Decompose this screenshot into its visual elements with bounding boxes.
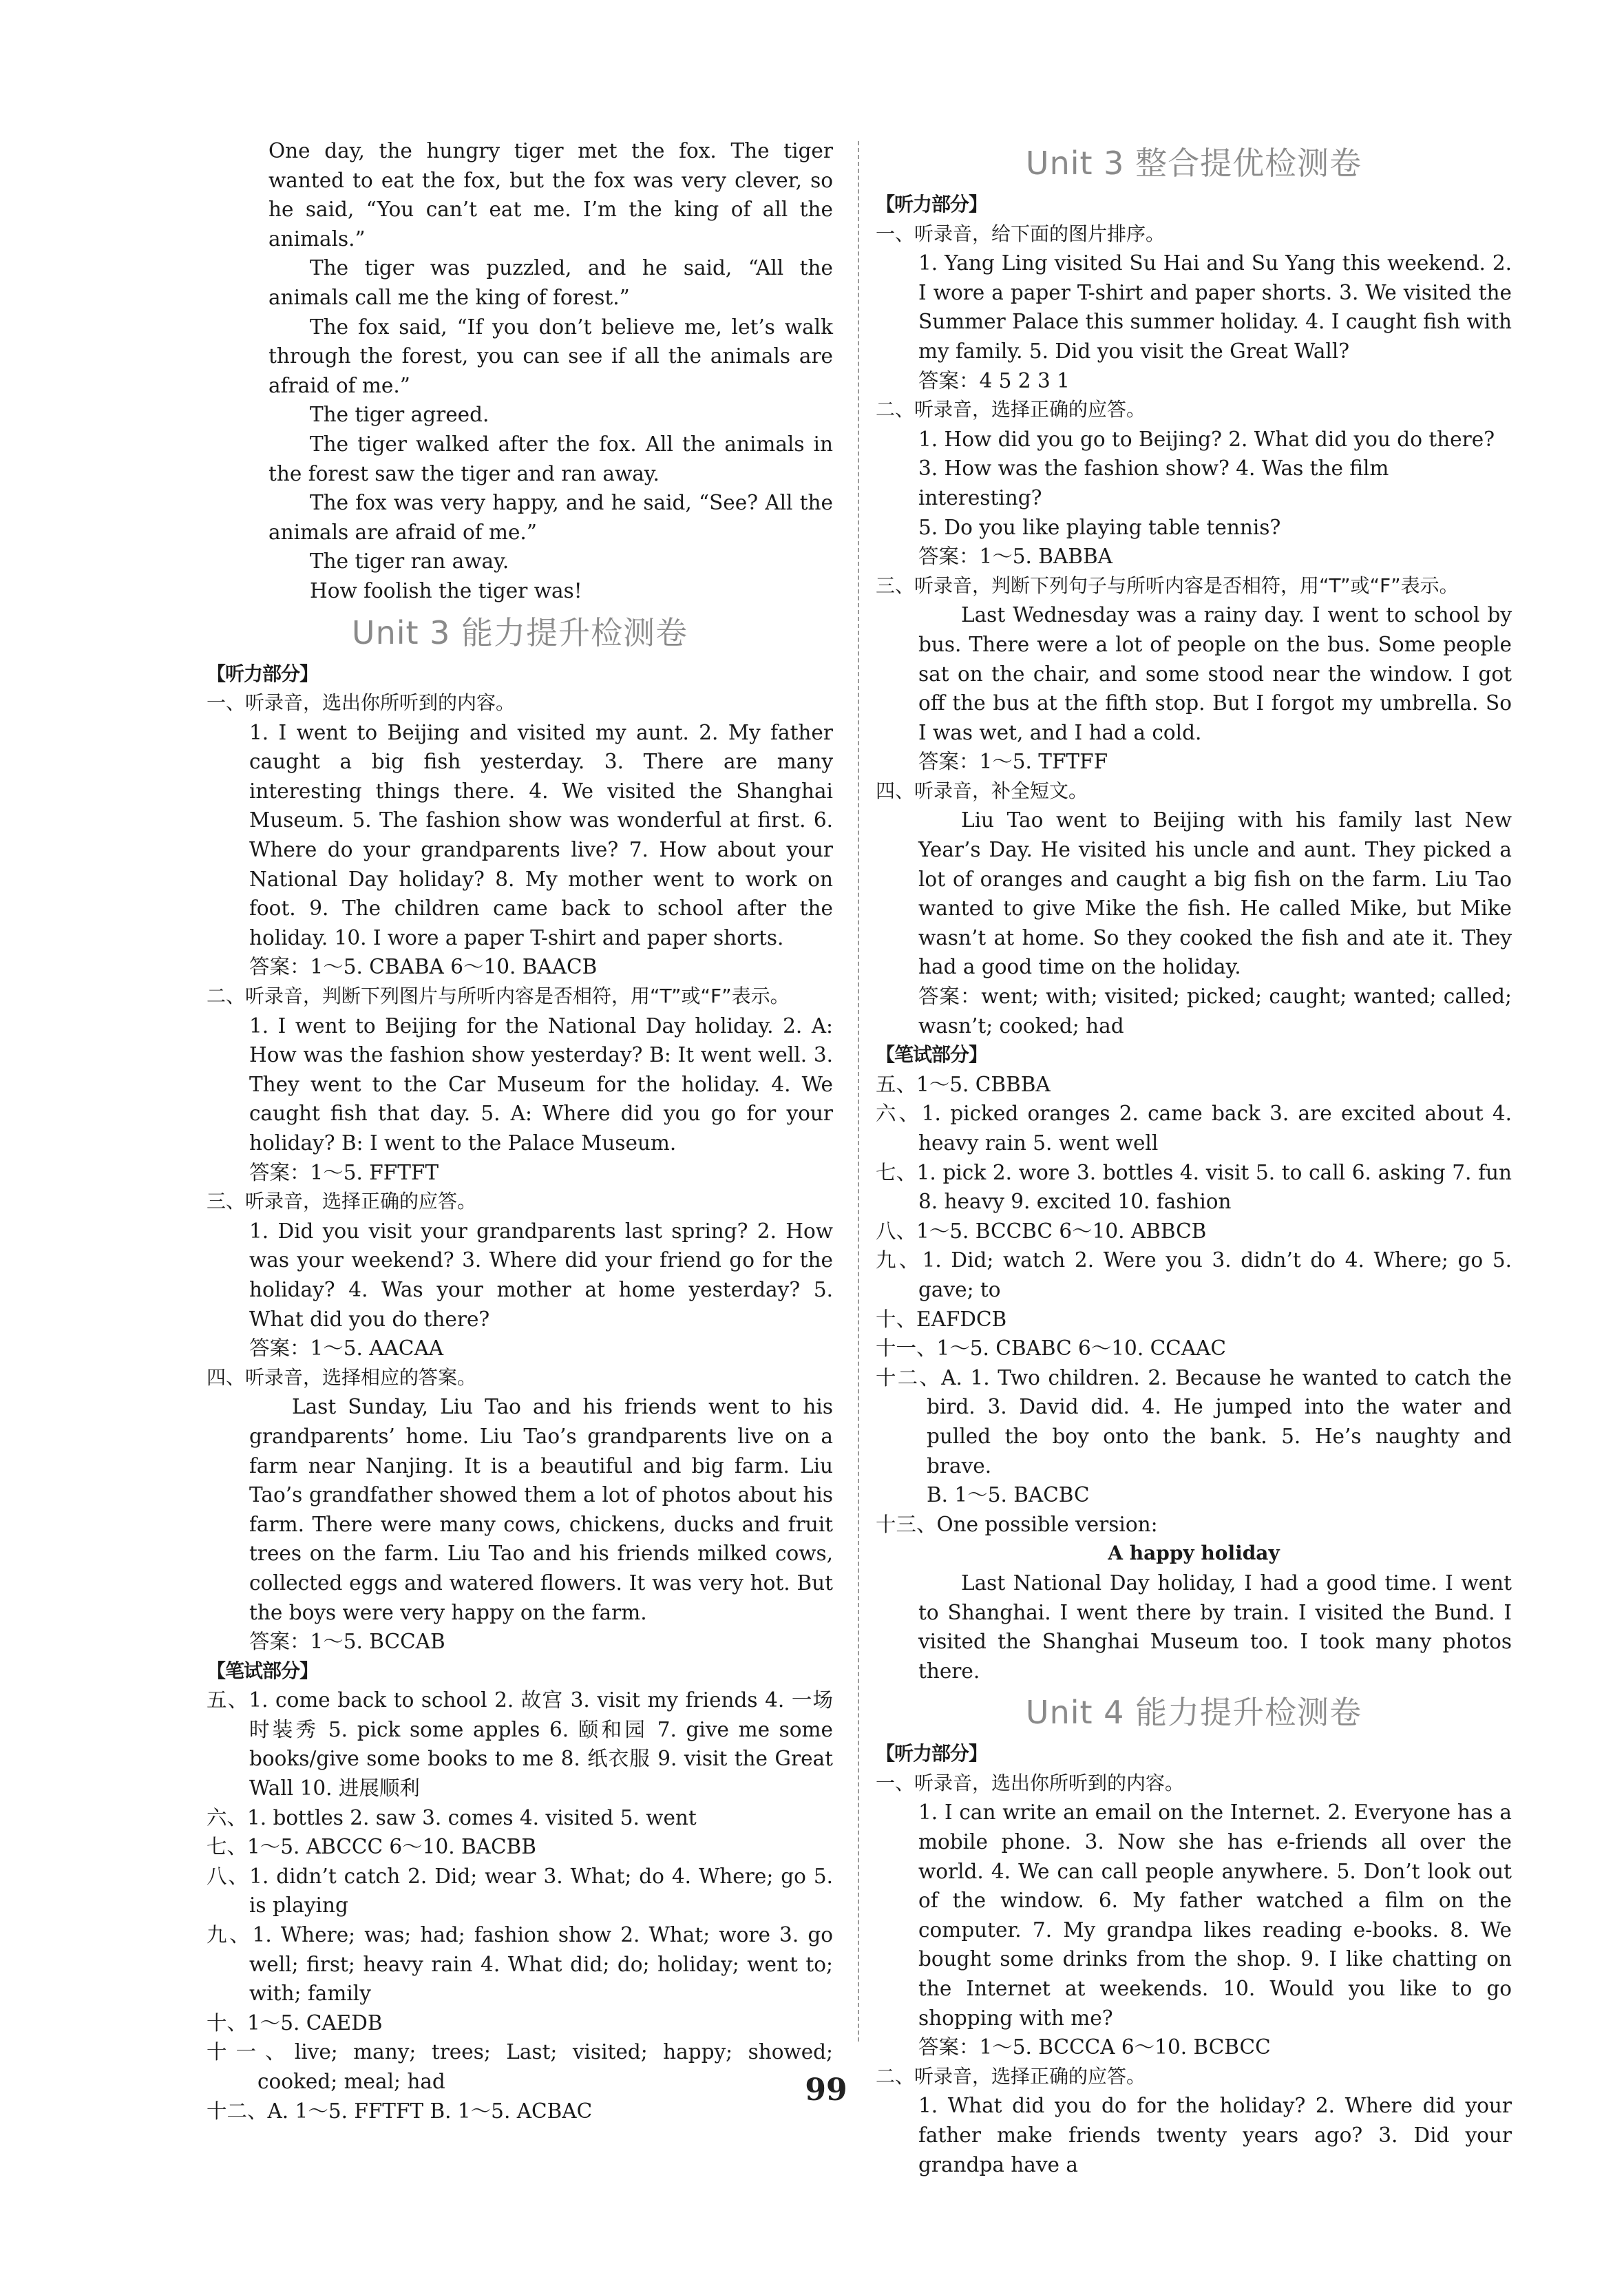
answer-line: B. 1～5. BACBC <box>927 1483 1090 1507</box>
transcript: Last Sunday, Liu Tao and his friends went to his grandparents’ home. Liu Tao’s grandparents live on a farm near Nanjing. It is a beautiful and big farm. Liu Tao’s grandfather showed them a lot of photos about his farm. There were many cows, chickens, ducks and fruit trees on the farm. Liu Tao and his friends milked cows, collected eggs and watered flowers. It was very hot. But the boys were very happy on the farm. <box>249 1395 833 1624</box>
transcript: 1. I can write an email on the Internet. 2. Everyone has a mobile phone. 3. Now she has e-friends all over the world. 4. We can call people anywhere. 5. Don’t look out of the window. 6. My father watched a film on the computer. 7. My grandpa likes reading e-books. 8. We bought some drinks from the shop. 9. I like chatting on the Internet at weekends. 10. Would you like to go shopping with me? <box>918 1801 1512 2030</box>
question-title: 一、听录音，给下面的图片排序。 <box>876 222 1166 245</box>
answer: 答案：went; with; visited; picked; caught; wanted; called; wasn’t; cooked; had <box>918 985 1512 1038</box>
transcript-line: 1. How did you go to Beijing? 2. What did you do there? <box>918 427 1495 451</box>
answer-line: 六、1. picked oranges 2. came back 3. are excited about 4. heavy rain 5. went well <box>876 1102 1512 1155</box>
answer: 答案：1～5. FFTFT <box>249 1160 439 1184</box>
question-title: 二、听录音，选择正确的应答。 <box>876 2064 1146 2088</box>
answer-line: 十、1～5. CAEDB <box>207 2011 383 2035</box>
answer-line: 十一、live; many; trees; Last; visited; happy; showed; cooked; meal; had <box>207 2040 833 2093</box>
story-paragraph: The tiger agreed. <box>310 403 489 427</box>
story-paragraph: How foolish the tiger was! <box>310 578 582 602</box>
story-block <box>207 136 833 606</box>
unit-title: Unit 3 能力提升检测卷 <box>351 613 688 651</box>
question-title: 二、听录音，判断下列图片与所听内容是否相符，用“T”或“F”表示。 <box>207 985 790 1008</box>
question-title: 一、听录音，选出你所听到的内容。 <box>876 1771 1185 1794</box>
question-title: 三、听录音，选择正确的应答。 <box>207 1190 477 1213</box>
answer: 答案：1～5. TFTFF <box>918 750 1108 774</box>
page-number: 99 <box>805 2073 847 2108</box>
question-title: 三、听录音，判断下列句子与所听内容是否相符，用“T”或“F”表示。 <box>876 574 1459 597</box>
answer-line: 七、1. pick 2. wore 3. bottles 4. visit 5. to call 6. asking 7. fun 8. heavy 9. excited 10. fashion <box>876 1160 1512 1214</box>
story-paragraph: One day, the hungry tiger met the fox. The tiger wanted to eat the fox, but the fox was very clever, so he said, “You can’t eat me. I’m the king of all the animals.” <box>268 139 833 251</box>
column-divider <box>858 141 859 2042</box>
answer-line: 九、1. Did; watch 2. Were you 3. didn’t do 4. Where; go 5. gave; to <box>876 1248 1512 1301</box>
answer-line: 八、1～5. BCCBC 6～10. ABBCB <box>876 1219 1207 1243</box>
question-title: 四、听录音，补全短文。 <box>876 779 1088 802</box>
story-paragraph: The tiger walked after the fox. All the animals in the forest saw the tiger and ran away. <box>268 432 833 485</box>
answer-line: 十三、One possible version: <box>876 1512 1158 1536</box>
left-column <box>207 136 833 2126</box>
answer-line: 五、1. come back to school 2. 故宫 3. visit my friends 4. 一场时装秀 5. pick some apples 6. 颐和园 7. give me some books/give some books to me 8. 纸衣服 9. visit the Great Wall 10. 进展顺利 <box>207 1688 833 1801</box>
section-label: 【听力部分】 <box>207 662 319 685</box>
answer: 答案：1～5. AACAA <box>249 1336 444 1361</box>
transcript: 1. I went to Beijing and visited my aunt. 2. My father caught a big fish yesterday. 3. There are many interesting things there. 4. We visited the Shanghai Museum. 5. The fashion show was wonderful at first. 6. Where do your grandparents live? 7. How about your National Day holiday? 8. My mother went to work on foot. 9. The children came back to school after the holiday. 10. I wore a paper T-shirt and paper shorts. <box>249 720 833 949</box>
answer: 答案：1～5. BCCCA 6～10. BCBCC <box>918 2035 1271 2059</box>
unit-title: Unit 3 整合提优检测卷 <box>1025 145 1362 182</box>
answer: 答案：4 5 2 3 1 <box>918 368 1070 392</box>
transcript-line: 5. Do you like playing table tennis? <box>918 515 1281 539</box>
answer-line: 十二、A. 1. Two children. 2. Because he wanted to catch the bird. 3. David did. 4. He jumped into the water and pulled the boy onto the bank. 5. He’s naughty and brave. <box>876 1365 1512 1478</box>
story-paragraph: The fox said, “If you don’t believe me, let’s walk through the forest, you can see if all the animals are afraid of me.” <box>268 315 833 397</box>
answer-line: 十二、A. 1～5. FFTFT B. 1～5. ACBAC <box>207 2099 593 2123</box>
transcript: 1. I went to Beijing for the National Day holiday. 2. A: How was the fashion show yesterday? B: It went well. 3. They went to the Car Museum for the holiday. 4. We caught fish that day. 5. A: Where did you go for your holiday? B: I went to the Palace Museum. <box>249 1014 833 1155</box>
answer-line: 五、1～5. CBBBA <box>876 1072 1051 1096</box>
story-paragraph: The fox was very happy, and he said, “See? All the animals are afraid of me.” <box>268 491 833 544</box>
transcript: Liu Tao went to Beijing with his family last New Year’s Day. He visited his uncle and aunt. They picked a lot of oranges and caught a big fish on the farm. Liu Tao wanted to give Mike the fish. He called Mike, but Mike wasn’t at home. So they cooked the fish and ate it. They had a good time on the holiday. <box>918 808 1512 979</box>
section-label: 【听力部分】 <box>876 193 988 216</box>
answer-line: 九、1. Where; was; had; fashion show 2. What; wore 3. go well; first; heavy rain 4. What did; do; holiday; went to; with; family <box>207 1923 833 2006</box>
right-column <box>876 136 1512 2179</box>
answer: 答案：1～5. BCCAB <box>249 1630 445 1654</box>
section-label: 【笔试部分】 <box>207 1659 319 1682</box>
question-title: 一、听录音，选出你所听到的内容。 <box>207 691 516 715</box>
transcript-line: 3. How was the fashion show? 4. Was the film interesting? <box>918 457 1389 510</box>
transcript: 1. Yang Ling visited Su Hai and Su Yang this weekend. 2. I wore a paper T-shirt and paper shorts. 3. We visited the Summer Palace this summer holiday. 4. I caught fish with my family. 5. Did you visit the Great Wall? <box>918 251 1512 363</box>
unit-title: Unit 4 能力提升检测卷 <box>1025 1694 1362 1732</box>
question-title: 二、听录音，选择正确的应答。 <box>876 398 1146 421</box>
section-label: 【听力部分】 <box>876 1742 988 1765</box>
answer-line: 八、1. didn’t catch 2. Did; wear 3. What; do 4. Where; go 5. is playing <box>207 1864 833 1918</box>
transcript: 1. Did you visit your grandparents last spring? 2. How was your weekend? 3. Where did your friend go for the holiday? 4. Was your mother at home yesterday? 5. What did you do there? <box>249 1219 833 1331</box>
answer: 答案：1～5. CBABA 6～10. BAACB <box>249 955 598 979</box>
answer-line: 十一、1～5. CBABC 6～10. CCAAC <box>876 1336 1226 1361</box>
transcript: 1. What did you do for the holiday? 2. Where did your father make friends twenty years ago? 3. Did your grandpa have a <box>918 2094 1512 2176</box>
essay-text: Last National Day holiday, I had a good time. I went to Shanghai. I went there by train. I visited the Bund. I visited the Shanghai Museum too. I took many photos there. <box>918 1571 1512 1683</box>
answer: 答案：1～5. BABBA <box>918 545 1112 569</box>
essay-title: A happy holiday <box>1108 1542 1280 1565</box>
section-label: 【笔试部分】 <box>876 1043 988 1067</box>
question-title: 四、听录音，选择相应的答案。 <box>207 1365 477 1389</box>
story-paragraph: The tiger was puzzled, and he said, “All the animals call me the king of forest.” <box>268 256 833 309</box>
answer-line: 七、1～5. ABCCC 6～10. BACBB <box>207 1835 536 1859</box>
transcript: Last Wednesday was a rainy day. I went to school by bus. There were a lot of people on the bus. Some people sat on the chair, and some stood near the window. I got off the bus at the fifth stop. But I forgot my umbrella. So I was wet, and I had a cold. <box>918 603 1512 744</box>
answer-line: 十、EAFDCB <box>876 1307 1007 1331</box>
story-paragraph: The tiger ran away. <box>310 549 509 574</box>
answer-line: 六、1. bottles 2. saw 3. comes 4. visited 5. went <box>207 1805 697 1829</box>
